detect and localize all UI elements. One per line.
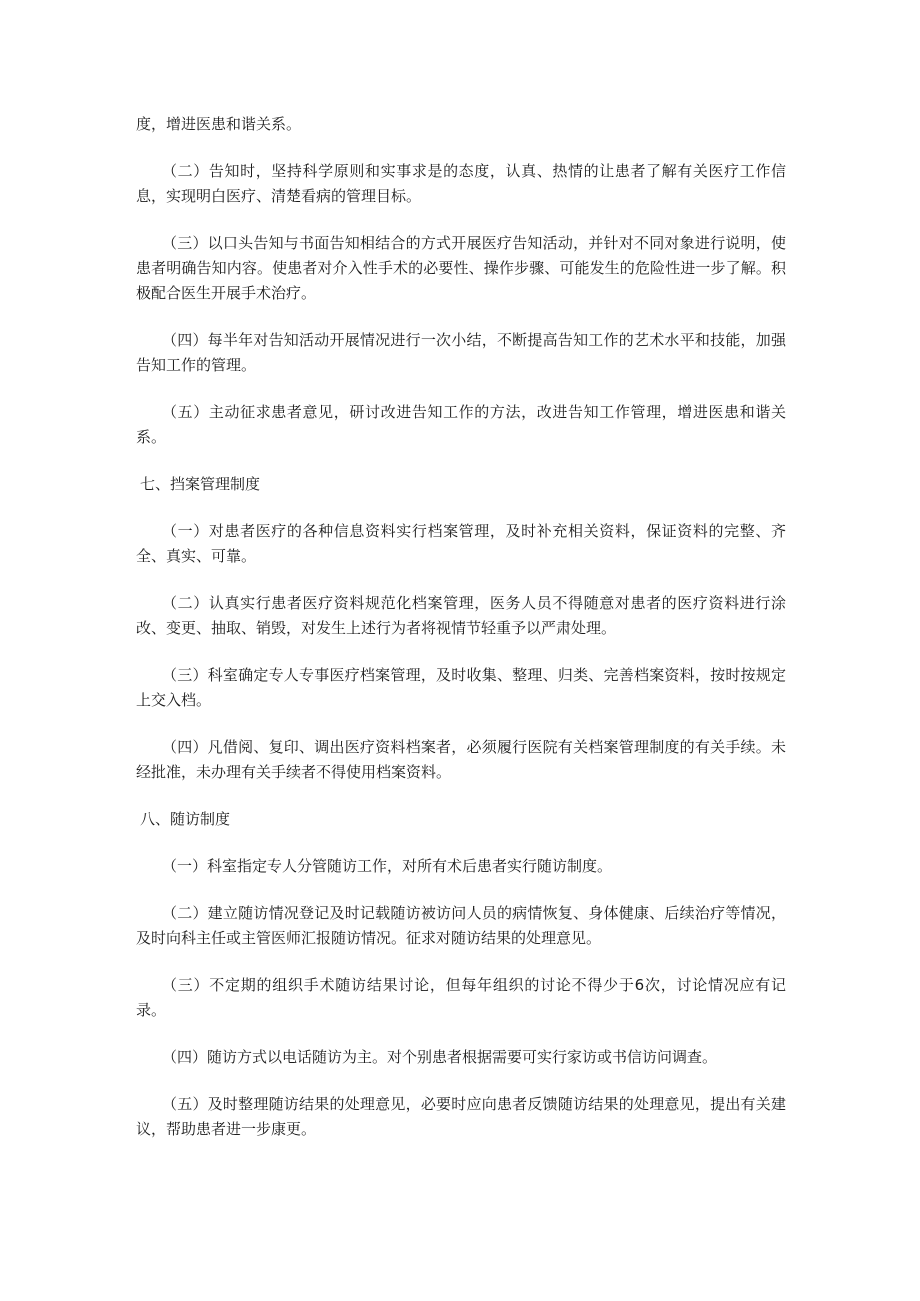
paragraph-followup-2: （二）建立随访情况登记及时记载随访被访问人员的病情恢复、身体健康、后续治疗等情况，及时向科主任或主管医师汇报随访情况。征求对随访结果的处理意见。 [136,904,786,947]
paragraph-continuation: 度，增进医患和谐关系。 [136,115,302,133]
paragraph-followup-3: （三）不定期的组织手术随访结果讨论，但每年组织的讨论不得少于6次，讨论情况应有记录。 [136,976,786,1019]
paragraph-archives-2: （二）认真实行患者医疗资料规范化档案管理，医务人员不得随意对患者的医疗资料进行涂改、变更、抽取、销毁，对发生上述行为者将视情节轻重予以严肃处理。 [136,594,786,637]
paragraph-followup-1: （一）科室指定专人分管随访工作，对所有术后患者实行随访制度。 [162,857,613,875]
document-body [136,112,786,1164]
paragraph-followup-5: （五）及时整理随访结果的处理意见，必要时应向患者反馈随访结果的处理意见，提出有关建议，帮助患者进一步康更。 [136,1095,786,1138]
paragraph-notice-3: （三）以口头告知与书面告知相结合的方式开展医疗告知活动，并针对不同对象进行说明，使患者明确告知内容。使患者对介入性手术的必要性、操作步骤、可能发生的危险性进一步了解。积极配合医生开展手术治疗。 [136,234,786,302]
paragraph-notice-2: （二）告知时，坚持科学原则和实事求是的态度，认真、热情的让患者了解有关医疗工作信息，实现明白医疗、清楚看病的管理目标。 [136,162,786,205]
paragraph-notice-4: （四）每半年对告知活动开展情况进行一次小结，不断提高告知工作的艺术水平和技能，加强告知工作的管理。 [136,331,786,374]
paragraph-archives-3: （三）科室确定专人专事医疗档案管理，及时收集、整理、归类、完善档案资料，按时按规定上交入档。 [136,666,786,709]
section-heading-archives: 七、挡案管理制度 [140,475,261,493]
paragraph-notice-5: （五）主动征求患者意见，研讨改进告知工作的方法，改进告知工作管理，增进医患和谐关系。 [136,403,786,446]
section-heading-followup: 八、随访制度 [140,810,231,828]
paragraph-followup-4: （四）随访方式以电话随访为主。对个别患者根据需要可实行家访或书信访问调查。 [162,1048,718,1066]
paragraph-archives-4: （四）凡借阅、复印、调出医疗资料档案者，必须履行医院有关档案管理制度的有关手续。未经批准，未办理有关手续者不得使用档案资料。 [136,738,786,781]
paragraph-archives-1: （一）对患者医疗的各种信息资料实行档案管理，及时补充相关资料，保证资料的完整、齐全、真实、可靠。 [136,522,786,565]
